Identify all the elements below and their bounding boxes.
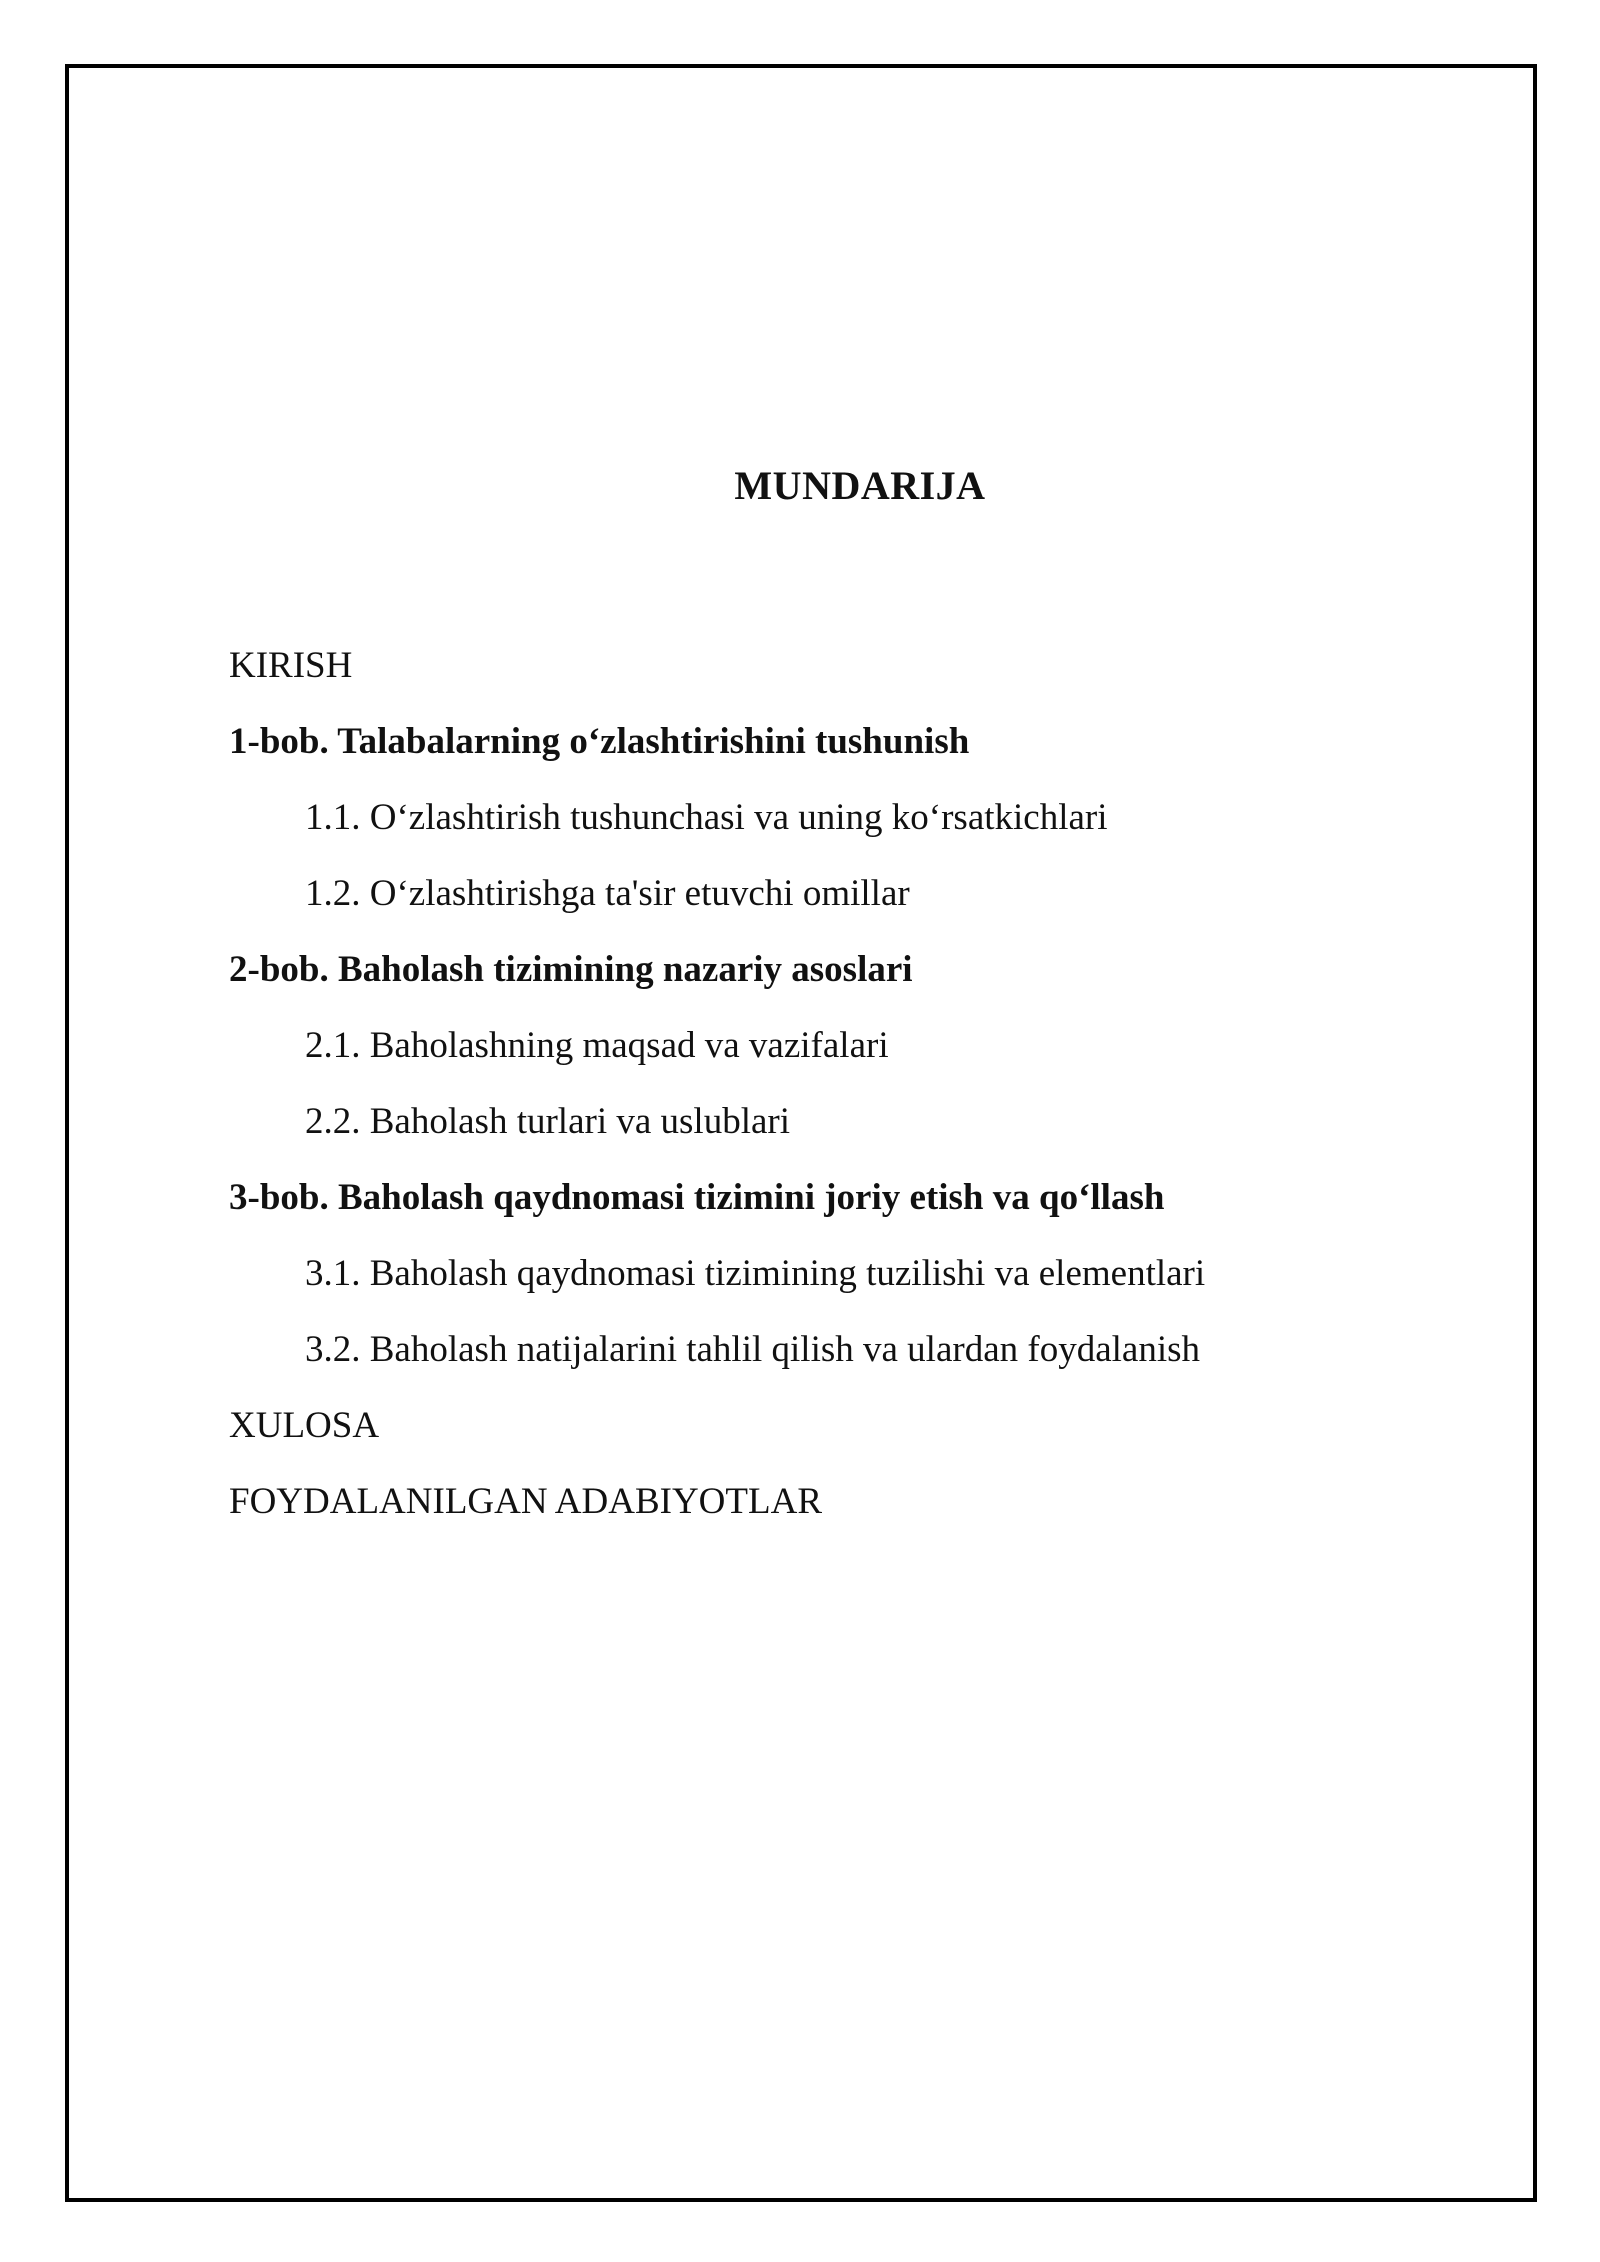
toc-chapter-3: 3-bob. Baholash qaydnomasi tizimini joriy etish va qo‘llash	[229, 1177, 1165, 1218]
toc-section-1-1: 1.1. O‘zlashtirish tushunchasi va uning ko‘rsatkichlari	[305, 797, 1108, 838]
toc-section-2-2: 2.2. Baholash turlari va uslublari	[305, 1101, 791, 1142]
toc-chapter-2: 2-bob. Baholash tizimining nazariy asoslari	[229, 949, 913, 990]
toc-chapter-1: 1-bob. Talabalarning o‘zlashtirishini tushunish	[229, 721, 970, 762]
toc-section-3-1: 3.1. Baholash qaydnomasi tizimining tuzilishi va elementlari	[305, 1253, 1206, 1294]
table-of-contents	[229, 636, 1429, 1548]
toc-conclusion: XULOSA	[229, 1405, 380, 1446]
toc-section-2-1: 2.1. Baholashning maqsad va vazifalari	[305, 1025, 889, 1066]
toc-section-1-2: 1.2. O‘zlashtirishga ta'sir etuvchi omillar	[305, 873, 910, 914]
toc-intro: KIRISH	[229, 645, 353, 686]
title-text: MUNDARIJA	[734, 463, 986, 508]
page-title	[0, 456, 1600, 516]
toc-section-3-2: 3.2. Baholash natijalarini tahlil qilish va ulardan foydalanish	[305, 1329, 1200, 1370]
toc-references: FOYDALANILGAN ADABIYOTLAR	[229, 1481, 822, 1522]
